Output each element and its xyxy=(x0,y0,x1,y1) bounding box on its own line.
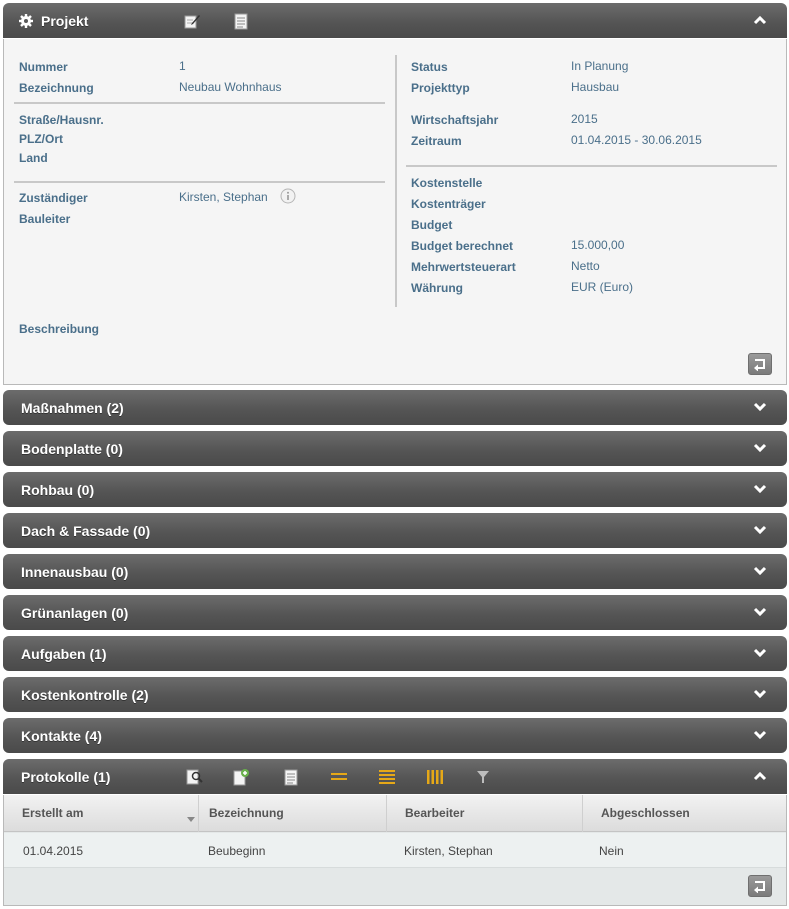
section-bodenplatte[interactable] xyxy=(3,431,787,466)
project-details xyxy=(3,39,787,385)
section-title: Innenausbau (0) xyxy=(21,563,129,580)
label-plz: PLZ/Ort xyxy=(19,132,63,146)
cell-erstellt-am: 01.04.2015 xyxy=(23,844,84,858)
table-row[interactable] xyxy=(4,833,786,868)
chevron-down-icon[interactable] xyxy=(753,401,767,413)
protokolle-panel-header[interactable] xyxy=(3,759,787,794)
section-title: Aufgaben (1) xyxy=(21,645,107,662)
section-title: Bodenplatte (0) xyxy=(21,440,123,457)
label-waehrung: Währung xyxy=(411,281,463,295)
chevron-down-icon[interactable] xyxy=(753,647,767,659)
label-bezeichnung: Bezeichnung xyxy=(19,81,94,95)
protokolle-title: Protokolle (1) xyxy=(21,768,111,785)
section-kostenkontrolle[interactable] xyxy=(3,677,787,712)
value-mwst: Netto xyxy=(571,259,600,273)
chevron-down-icon[interactable] xyxy=(753,483,767,495)
chevron-up-icon[interactable] xyxy=(753,770,767,782)
divider xyxy=(14,181,385,183)
document-icon[interactable] xyxy=(282,768,300,786)
section-title: Dach & Fassade (0) xyxy=(21,522,151,539)
label-nummer: Nummer xyxy=(19,60,68,74)
value-wirtschaftsjahr: 2015 xyxy=(571,112,598,126)
project-panel-header[interactable] xyxy=(3,3,787,38)
info-icon[interactable] xyxy=(280,188,296,204)
section-rohbau[interactable] xyxy=(3,472,787,507)
search-document-icon[interactable] xyxy=(185,768,203,786)
value-budget-berechnet: 15.000,00 xyxy=(571,238,625,252)
edit-icon[interactable] xyxy=(183,12,201,30)
document-icon[interactable] xyxy=(232,12,250,30)
chevron-down-icon[interactable] xyxy=(753,565,767,577)
label-projekttyp: Projekttyp xyxy=(411,81,470,95)
label-budget: Budget xyxy=(411,218,453,232)
label-beschreibung: Beschreibung xyxy=(19,322,100,336)
value-nummer: 1 xyxy=(179,59,186,73)
section-dach-fassade[interactable] xyxy=(3,513,787,548)
section-gruenanlagen[interactable] xyxy=(3,595,787,630)
columns-icon[interactable] xyxy=(426,768,444,786)
column-header-abgeschlossen[interactable]: Abgeschlossen xyxy=(601,806,690,820)
section-title: Maßnahmen (2) xyxy=(21,399,124,416)
label-mwst: Mehrwertsteuerart xyxy=(411,260,516,274)
project-panel-title: Projekt xyxy=(41,12,89,29)
cell-abgeschlossen: Nein xyxy=(599,844,624,858)
filter-icon[interactable] xyxy=(474,768,492,786)
label-strasse: Straße/Hausnr. xyxy=(19,113,104,127)
chevron-up-icon[interactable] xyxy=(753,14,767,26)
value-projekttyp: Hausbau xyxy=(571,80,620,94)
protokolle-table xyxy=(3,795,787,906)
return-button[interactable] xyxy=(748,875,772,897)
label-zeitraum: Zeitraum xyxy=(411,134,462,148)
cell-bearbeiter: Kirsten, Stephan xyxy=(404,844,493,858)
return-icon xyxy=(752,879,768,893)
divider xyxy=(406,165,777,167)
section-title: Rohbau (0) xyxy=(21,481,95,498)
compact-rows-icon[interactable] xyxy=(330,768,348,786)
label-kostentraeger: Kostenträger xyxy=(411,197,486,211)
return-button[interactable] xyxy=(748,353,772,375)
section-title: Kostenkontrolle (2) xyxy=(21,686,149,703)
label-wirtschaftsjahr: Wirtschaftsjahr xyxy=(411,113,499,127)
column-header-bearbeiter[interactable]: Bearbeiter xyxy=(387,795,583,832)
chevron-down-icon[interactable] xyxy=(753,688,767,700)
value-bezeichnung: Neubau Wohnhaus xyxy=(179,80,282,94)
label-zustaendiger: Zuständiger xyxy=(19,191,88,205)
column-header-erstellt-am[interactable]: Erstellt am xyxy=(4,795,199,832)
chevron-down-icon[interactable] xyxy=(753,606,767,618)
section-title: Kontakte (4) xyxy=(21,727,102,744)
value-status: In Planung xyxy=(571,59,629,73)
value-zeitraum: 01.04.2015 - 30.06.2015 xyxy=(571,133,702,147)
expanded-rows-icon[interactable] xyxy=(378,768,396,786)
column-divider xyxy=(395,55,397,307)
section-aufgaben[interactable] xyxy=(3,636,787,671)
divider xyxy=(14,102,385,104)
section-title: Grünanlagen (0) xyxy=(21,604,129,621)
label-kostenstelle: Kostenstelle xyxy=(411,176,483,190)
value-waehrung: EUR (Euro) xyxy=(571,280,634,294)
chevron-down-icon[interactable] xyxy=(753,524,767,536)
value-zustaendiger: Kirsten, Stephan xyxy=(179,190,268,204)
section-massnahmen[interactable] xyxy=(3,390,787,425)
label-land: Land xyxy=(19,151,48,165)
return-icon xyxy=(752,357,768,371)
section-innenausbau[interactable] xyxy=(3,554,787,589)
column-header-bezeichnung[interactable]: Bezeichnung xyxy=(191,795,387,832)
cell-bezeichnung: Beubeginn xyxy=(208,844,266,858)
label-budget-berechnet: Budget berechnet xyxy=(411,239,514,253)
label-status: Status xyxy=(411,60,448,74)
chevron-down-icon[interactable] xyxy=(753,442,767,454)
section-kontakte[interactable] xyxy=(3,718,787,753)
gear-icon xyxy=(18,13,34,29)
label-bauleiter: Bauleiter xyxy=(19,212,71,226)
chevron-down-icon[interactable] xyxy=(753,729,767,741)
add-document-icon[interactable] xyxy=(232,768,250,786)
